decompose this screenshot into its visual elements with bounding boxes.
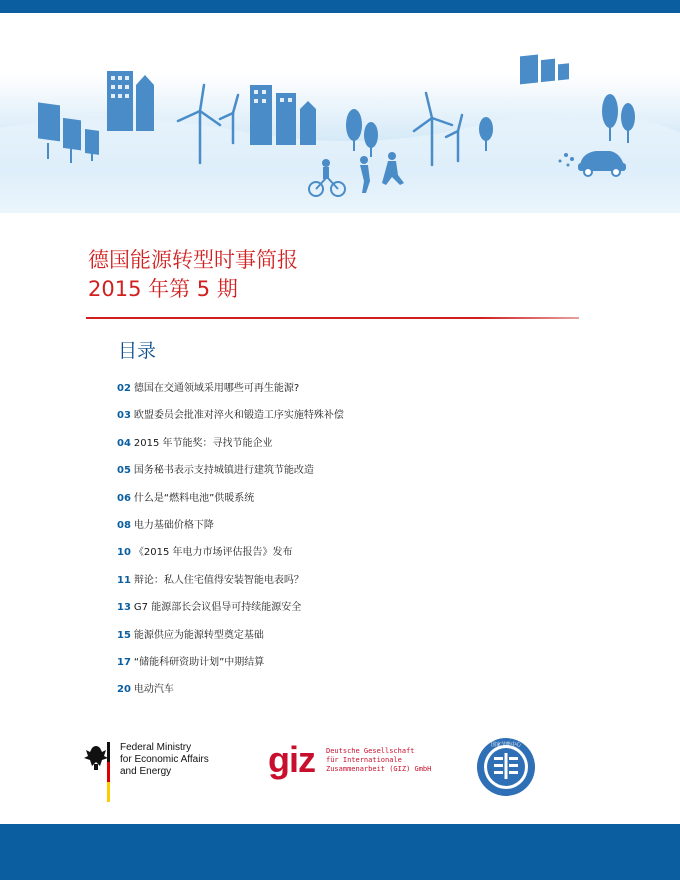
toc-page-number: 15 <box>117 629 131 641</box>
toc-item[interactable] <box>117 409 537 436</box>
toc-item[interactable] <box>117 656 537 683</box>
toc-item[interactable] <box>117 492 537 519</box>
toc-item[interactable] <box>117 574 537 601</box>
toc-item[interactable] <box>117 546 537 573</box>
toc-item[interactable] <box>117 601 537 628</box>
toc-item[interactable] <box>117 382 537 409</box>
toc-page-number: 20 <box>117 684 131 696</box>
title-divider <box>86 317 579 319</box>
bmwi-wordmark <box>120 742 209 778</box>
toc-item-text: 电力基础价格下降 <box>133 519 214 531</box>
toc-page-number: 06 <box>117 492 131 504</box>
toc-page-number: 05 <box>117 465 131 477</box>
giz-line-2: für Internationale <box>326 756 402 764</box>
top-banner-bar <box>0 0 680 13</box>
giz-line-3: Zusammenarbeit (GIZ) GmbH <box>326 765 432 773</box>
toc-item-text: 德国在交通领域采用哪些可再生能源? <box>133 383 300 394</box>
toc-item[interactable] <box>117 519 537 546</box>
bmwi-line-2: for Economic Affairs <box>120 754 209 765</box>
document-title <box>88 246 298 304</box>
giz-line-1: Deutsche Gesellschaft <box>326 747 415 755</box>
giz-wordmark <box>326 747 431 774</box>
toc-page-number: 03 <box>117 410 131 422</box>
table-of-contents <box>117 382 537 711</box>
toc-item-text: 能源供应为能源转型奠定基础 <box>133 629 264 641</box>
eagle-icon <box>84 746 108 770</box>
toc-item[interactable] <box>117 683 537 710</box>
toc-item-text: 《2015 年电力市场评估报告》发布 <box>133 547 293 559</box>
title-line-1: 德国能源转型时事简报 <box>88 248 298 272</box>
toc-page-number: 02 <box>117 383 131 394</box>
bmwi-line-1: Federal Ministry <box>120 742 192 753</box>
title-line-2: 2015 年第 5 期 <box>88 277 238 301</box>
toc-item[interactable] <box>117 464 537 491</box>
toc-page-number: 04 <box>117 437 131 449</box>
toc-page-number: 11 <box>117 574 131 586</box>
toc-heading: 目录 <box>118 340 157 362</box>
toc-item-text: 电动汽车 <box>133 684 174 696</box>
toc-page-number: 08 <box>117 519 131 531</box>
toc-item-text: 欧盟委员会批准对淬火和锻造工序实施特殊补偿 <box>133 410 344 422</box>
giz-logo: giz <box>268 739 315 780</box>
toc-item-text: “储能科研资助计划”中期结算 <box>133 656 265 668</box>
energy-conservation-center-logo <box>476 737 536 797</box>
hero-illustration <box>0 13 680 213</box>
toc-item-text: 辩论：私人住宅值得安装智能电表吗？ <box>133 574 304 586</box>
toc-item[interactable] <box>117 629 537 656</box>
toc-page-number: 10 <box>117 547 131 559</box>
toc-item-text: G7 能源部长会议倡导可持续能源安全 <box>133 602 302 614</box>
bmwi-line-3: and Energy <box>120 766 172 777</box>
toc-item[interactable] <box>117 437 537 464</box>
toc-item-text: 什么是“燃料电池”供暖系统 <box>133 492 255 504</box>
toc-page-number: 17 <box>117 656 131 668</box>
svg-text:国家节能中心: 国家节能中心 <box>490 742 522 748</box>
toc-item-text: 国务秘书表示支持城镇进行建筑节能改造 <box>133 465 314 477</box>
toc-page-number: 13 <box>117 602 131 614</box>
solar-panel-right-icon <box>520 54 569 84</box>
toc-item-text: 2015 年节能奖：寻找节能企业 <box>133 437 273 449</box>
bottom-banner-bar <box>0 824 680 880</box>
